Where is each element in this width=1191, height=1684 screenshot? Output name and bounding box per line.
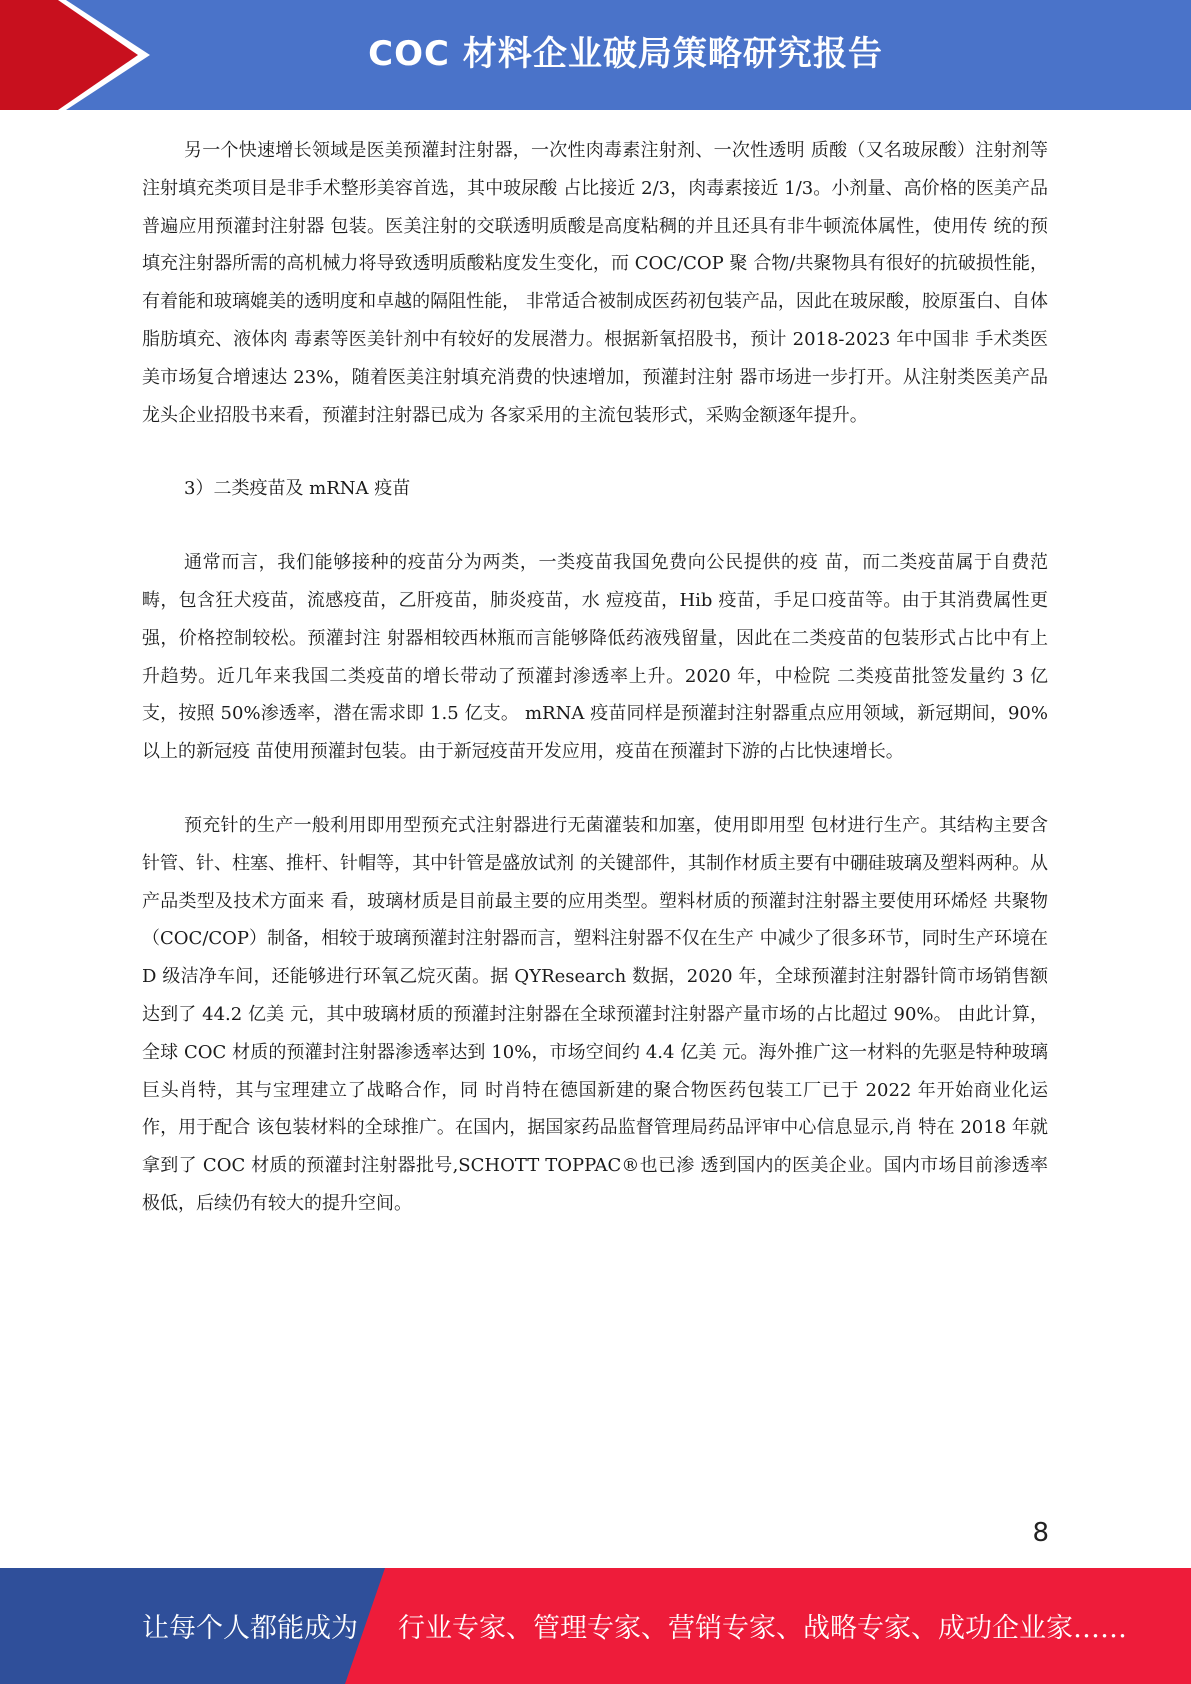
paragraph-prefilled-syringes: 预充针的生产一般利用即用型预充式注射器进行无菌灌装和加塞，使用即用型 包材进行生产。其结构主要含针管、针、柱塞、推杆、针帽等，其中针管是盛放试剂 的关键部件，其制作材质主要有中硼硅玻璃及塑料两种。从产品类型及技术方面来 看，玻璃材质是目前最主要的应用类型。塑料材质的预灌封注射器主要使用环烯烃 共聚物（COC/COP）制备，相较于玻璃预灌封注射器而言，塑料注射器不仅在生产 中减少了很多环节，同时生产环境在 D 级洁净车间，还能够进行环氧乙烷灭菌。据 QYResearch 数据，2020 年，全球预灌封注射器针筒市场销售额达到了 44.2 亿美 元，其中玻璃材质的预灌封注射器在全球预灌封注射器产量市场的占比超过 90%。 由此计算，全球 COC 材质的预灌封注射器渗透率达到 10%，市场空间约 4.4 亿美 元。海外推广这一材料的先驱是特种玻璃巨头肖特，其与宝理建立了战略合作，同 时肖特在德国新建的聚合物医药包装工厂已于 2022 年开始商业化运作，用于配合 该包装材料的全球推广。在国内，据国家药品监督管理局药品评审中心信息显示,肖 特在 2018 年就拿到了 COC 材质的预灌封注射器批号,SCHOTT TOPPAC®也已渗 透到国内的医美企业。国内市场目前渗透率极低，后续仍有较大的提升空间。 [142, 814, 1048, 1214]
paragraph-medical-aesthetics: 另一个快速增长领域是医美预灌封注射器，一次性肉毒素注射剂、一次性透明 质酸（又名玻尿酸）注射剂等注射填充类项目是非手术整形美容首选，其中玻尿酸 占比接近 2/3，肉毒素接近 1/3。小剂量、高价格的医美产品普遍应用预灌封注射器 包装。医美注射的交联透明质酸是高度粘稠的并且还具有非牛顿流体属性，使用传 统的预填充注射器所需的高机械力将导致透明质酸粘度发生变化，而 COC/COP 聚 合物/共聚物具有很好的抗破损性能，有着能和玻璃媲美的透明度和卓越的隔阻性能， 非常适合被制成医药初包装产品，因此在玻尿酸，胶原蛋白、自体脂肪填充、液体肉 毒素等医美针剂中有较好的发展潜力。根据新氧招股书，预计 2018-2023 年中国非 手术类医美市场复合增速达 23%，随着医美注射填充消费的快速增加，预灌封注射 器市场进一步打开。从注射类医美产品龙头企业招股书来看，预灌封注射器已成为 各家采用的主流包装形式，采购金额逐年提升。 [142, 140, 1048, 426]
footer-slogan-right: 行业专家、管理专家、营销专家、战略专家、成功企业家…… [398, 1613, 1127, 1644]
footer-slogan-left: 让每个人都能成为 [142, 1613, 358, 1644]
page-number: 8 [1032, 1518, 1049, 1548]
page-footer [0, 1568, 1191, 1684]
page-header [0, 0, 1191, 110]
paragraph-vaccines: 通常而言，我们能够接种的疫苗分为两类，一类疫苗我国免费向公民提供的疫 苗，而二类疫苗属于自费范畴，包含狂犬疫苗，流感疫苗，乙肝疫苗，肺炎疫苗，水 痘疫苗，Hib 疫苗，手足口疫苗等。由于其消费属性更强，价格控制较松。预灌封注 射器相较西林瓶而言能够降低药液残留量，因此在二类疫苗的包装形式占比中有上 升趋势。近几年来我国二类疫苗的增长带动了预灌封渗透率上升。2020 年，中检院 二类疫苗批签发量约 3 亿支，按照 50%渗透率，潜在需求即 1.5 亿支。 mRNA 疫苗同样是预灌封注射器重点应用领域，新冠期间，90%以上的新冠疫 苗使用预灌封包装。由于新冠疫苗开发应用，疫苗在预灌封下游的占比快速增长。 [142, 552, 1048, 763]
report-title: COC 材料企业破局策略研究报告 [368, 34, 883, 74]
section-subheading: 3）二类疫苗及 mRNA 疫苗 [184, 478, 411, 500]
document-body [142, 132, 1048, 1223]
